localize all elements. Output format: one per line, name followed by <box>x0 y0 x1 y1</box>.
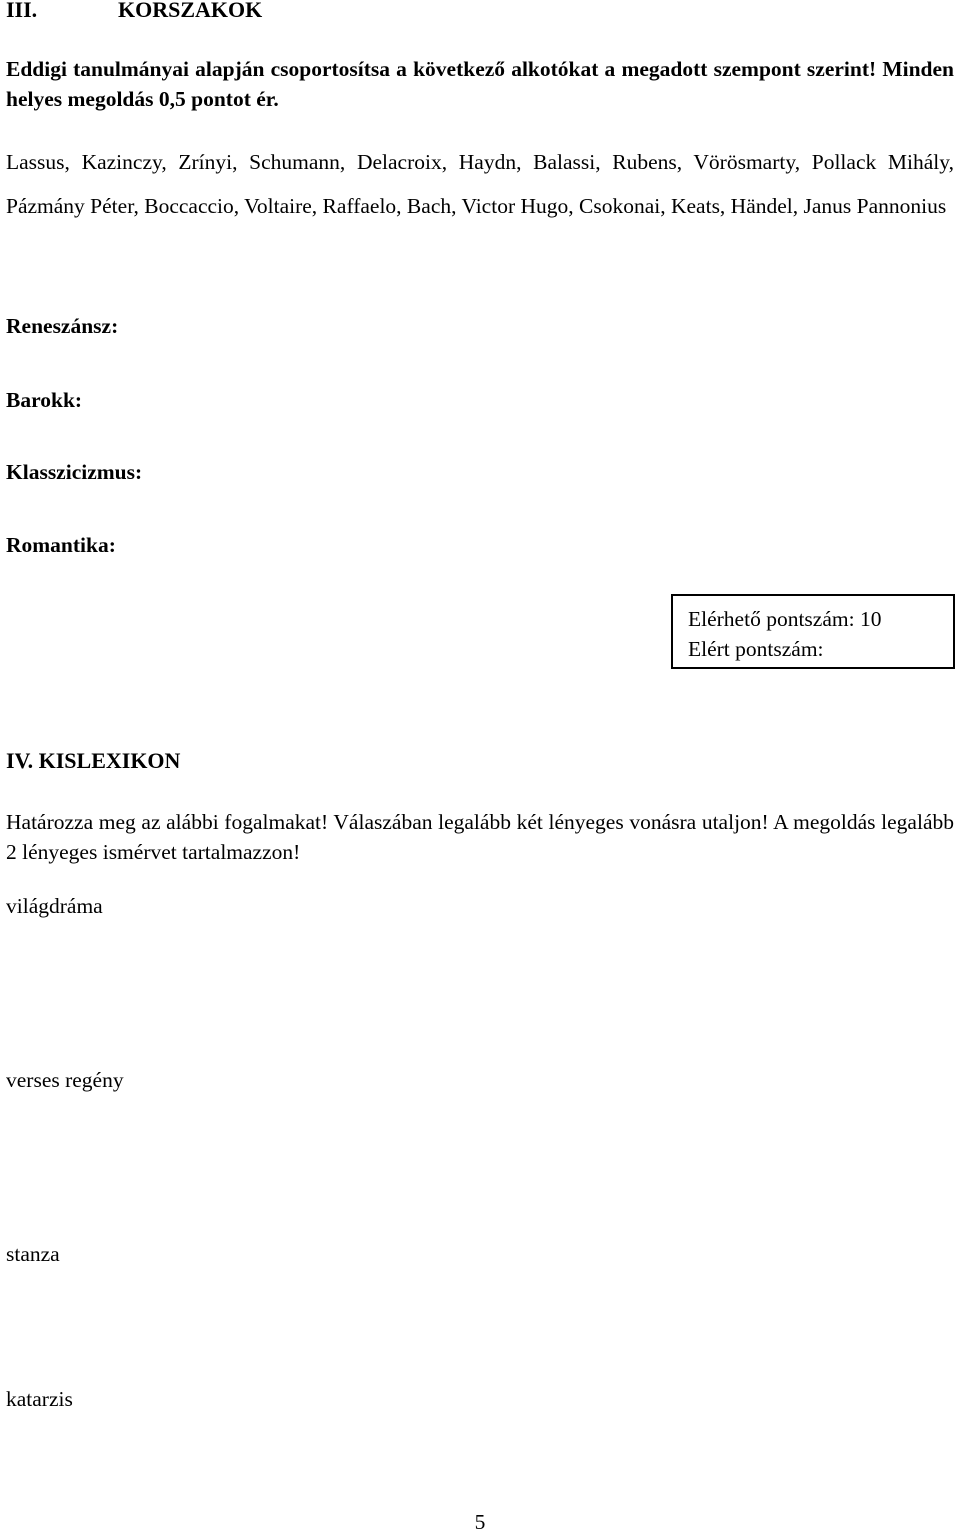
term-vilagdrama: világdráma <box>6 894 103 918</box>
achieved-points-label: Elért pontszám: <box>688 637 824 661</box>
category-renaissance-label: Reneszánsz: <box>6 314 119 338</box>
section-3-number: III. <box>6 0 38 22</box>
names-list: Lassus, Kazinczy, Zrínyi, Schumann, Delacroix, Haydn, Balassi, Rubens, Vörösmarty, Pollack Mihály, Pázmány Péter, Boccaccio, Voltaire, Raffaelo, Bach, Victor Hugo, Csokonai, Keats, Händel, Janus Pannonius <box>6 150 954 218</box>
category-baroque-label: Barokk: <box>6 388 83 412</box>
section-4-heading: IV. KISLEXIKON <box>6 748 181 773</box>
term-verses-regeny: verses regény <box>6 1068 124 1092</box>
category-classicism-label: Klasszicizmus: <box>6 460 143 484</box>
section-3-title: KORSZAKOK <box>118 0 263 22</box>
term-katarzis: katarzis <box>6 1387 73 1411</box>
section-3-instructions: Eddigi tanulmányai alapján csoportosítsa a következő alkotókat a megadott szempont szerint! Minden helyes megoldás 0,5 pontot ér. <box>6 57 954 111</box>
section-3-heading <box>6 0 262 23</box>
max-points-label: Elérhető pontszám: 10 <box>688 607 882 631</box>
section-4-instructions: Határozza meg az alábbi fogalmakat! Válaszában legalább két lényeges vonásra utaljon! A megoldás legalább 2 lényeges ismérvet tartalmazzon! <box>6 810 954 864</box>
points-box <box>671 594 955 669</box>
term-stanza: stanza <box>6 1242 60 1266</box>
category-romanticism-label: Romantika: <box>6 533 116 557</box>
page-number: 5 <box>474 1510 486 1534</box>
